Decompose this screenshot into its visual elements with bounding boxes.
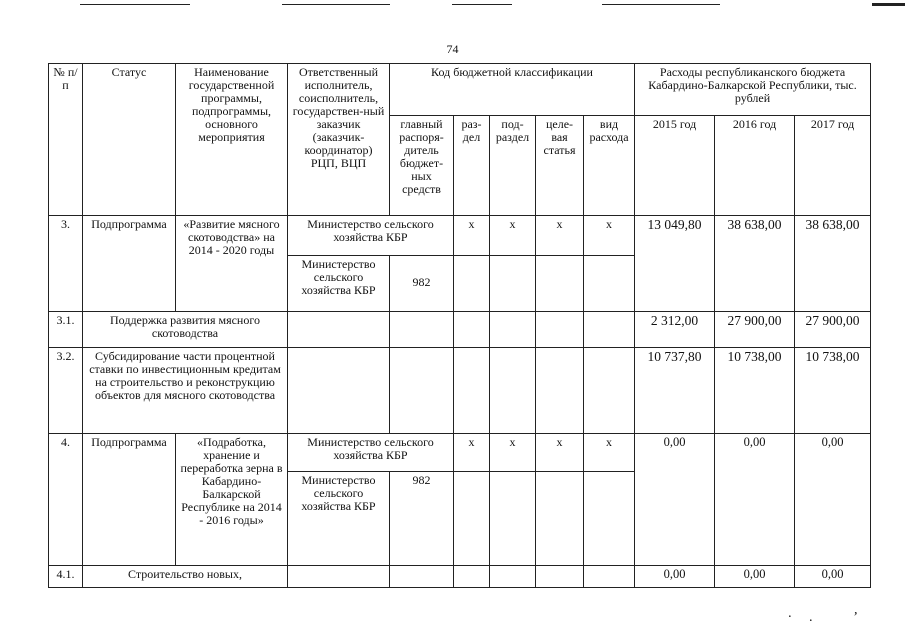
top-rule-4 (602, 4, 720, 5)
row-num: 3. (49, 216, 83, 312)
target-cell: х (536, 216, 584, 256)
target-cell: х (536, 434, 584, 472)
table-row (49, 312, 871, 348)
row-status: Подпрограмма (83, 216, 176, 312)
row-executor: Министерство сельского хозяйства КБР (288, 216, 454, 256)
empty-cell (490, 312, 536, 348)
value-2017: 27 900,00 (795, 312, 871, 348)
row-num: 4. (49, 434, 83, 566)
razdel-cell: х (454, 216, 490, 256)
empty-cell (584, 472, 635, 566)
vid-cell: х (584, 434, 635, 472)
empty-cell (454, 348, 490, 434)
empty-cell (536, 472, 584, 566)
table-row (49, 566, 871, 588)
row-text: Поддержка развития мясного скотоводства (83, 312, 288, 348)
value-2017: 0,00 (795, 566, 871, 588)
col-name-header: Наименование государственной программы, подпрограммы, основного мероприятия (176, 64, 288, 216)
year-2017-header: 2017 год (795, 116, 871, 216)
vid-cell: х (584, 216, 635, 256)
value-2016: 0,00 (715, 566, 795, 588)
top-rule-1 (80, 4, 190, 5)
page-number: 74 (446, 42, 459, 56)
table-row (49, 434, 871, 472)
table-row (49, 216, 871, 256)
expenses-header: Расходы республиканского бюджета Кабардино-Балкарской Республики, тыс. рублей (635, 64, 871, 116)
value-2017: 10 738,00 (795, 348, 871, 434)
value-2015: 0,00 (635, 434, 715, 566)
value-2016: 10 738,00 (715, 348, 795, 434)
budget-code-header: Код бюджетной классификации (390, 64, 635, 116)
value-2016: 27 900,00 (715, 312, 795, 348)
podrazdel-cell: х (490, 434, 536, 472)
empty-cell (390, 566, 454, 588)
vid-header: вид расхода (584, 116, 635, 216)
empty-cell (584, 312, 635, 348)
value-2015: 2 312,00 (635, 312, 715, 348)
empty-cell (288, 348, 390, 434)
top-rule-5 (872, 3, 905, 6)
empty-cell (536, 312, 584, 348)
row-text: Строительство новых, (83, 566, 288, 588)
value-2015: 10 737,80 (635, 348, 715, 434)
empty-cell (490, 472, 536, 566)
empty-cell (454, 566, 490, 588)
scan-marks: ·. ʼ (787, 610, 875, 625)
top-rule-2 (282, 4, 390, 5)
razdel-cell: х (454, 434, 490, 472)
row-name: «Подработка, хранение и переработка зерна в Кабардино-Балкарской Республике на 2014 - 2016 годы» (176, 434, 288, 566)
empty-cell (490, 566, 536, 588)
table-row (49, 348, 871, 434)
empty-cell (454, 312, 490, 348)
header-row-1 (49, 64, 871, 116)
col-num-header: № п/п (49, 64, 83, 216)
value-2015: 0,00 (635, 566, 715, 588)
grbs-cell: 982 (390, 256, 454, 312)
budget-table (48, 63, 871, 588)
col-status-header: Статус (83, 64, 176, 216)
empty-cell (584, 348, 635, 434)
value-2017: 38 638,00 (795, 216, 871, 312)
value-2015: 13 049,80 (635, 216, 715, 312)
top-rule-3 (452, 4, 512, 5)
empty-cell (584, 566, 635, 588)
empty-cell (536, 348, 584, 434)
grbs-cell: 982 (390, 472, 454, 566)
empty-cell (454, 472, 490, 566)
podrazdel-header: под-раздел (490, 116, 536, 216)
row-text: Субсидирование части процентной ставки по инвестиционным кредитам на строительство и реконструкцию объектов для мясного скотоводства (83, 348, 288, 434)
empty-cell (584, 256, 635, 312)
value-2017: 0,00 (795, 434, 871, 566)
row-executor: Министерство сельского хозяйства КБР (288, 256, 390, 312)
row-num: 4.1. (49, 566, 83, 588)
podrazdel-cell: х (490, 216, 536, 256)
value-2016: 38 638,00 (715, 216, 795, 312)
grbs-header: главный распоря-дитель бюджет-ных средств (390, 116, 454, 216)
row-executor: Министерство сельского хозяйства КБР (288, 434, 454, 472)
row-num: 3.1. (49, 312, 83, 348)
col-executor-header: Ответственный исполнитель, соисполнитель, государствен-ный заказчик (заказчик-координатор) РЦП, ВЦП (288, 64, 390, 216)
empty-cell (490, 348, 536, 434)
empty-cell (288, 566, 390, 588)
row-name: «Развитие мясного скотоводства» на 2014 - 2020 годы (176, 216, 288, 312)
row-executor: Министерство сельского хозяйства КБР (288, 472, 390, 566)
empty-cell (490, 256, 536, 312)
row-status: Подпрограмма (83, 434, 176, 566)
empty-cell (288, 312, 390, 348)
razdel-header: раз-дел (454, 116, 490, 216)
year-2016-header: 2016 год (715, 116, 795, 216)
row-num: 3.2. (49, 348, 83, 434)
empty-cell (536, 256, 584, 312)
year-2015-header: 2015 год (635, 116, 715, 216)
target-header: целе-вая статья (536, 116, 584, 216)
value-2016: 0,00 (715, 434, 795, 566)
empty-cell (454, 256, 490, 312)
empty-cell (536, 566, 584, 588)
empty-cell (390, 348, 454, 434)
empty-cell (390, 312, 454, 348)
